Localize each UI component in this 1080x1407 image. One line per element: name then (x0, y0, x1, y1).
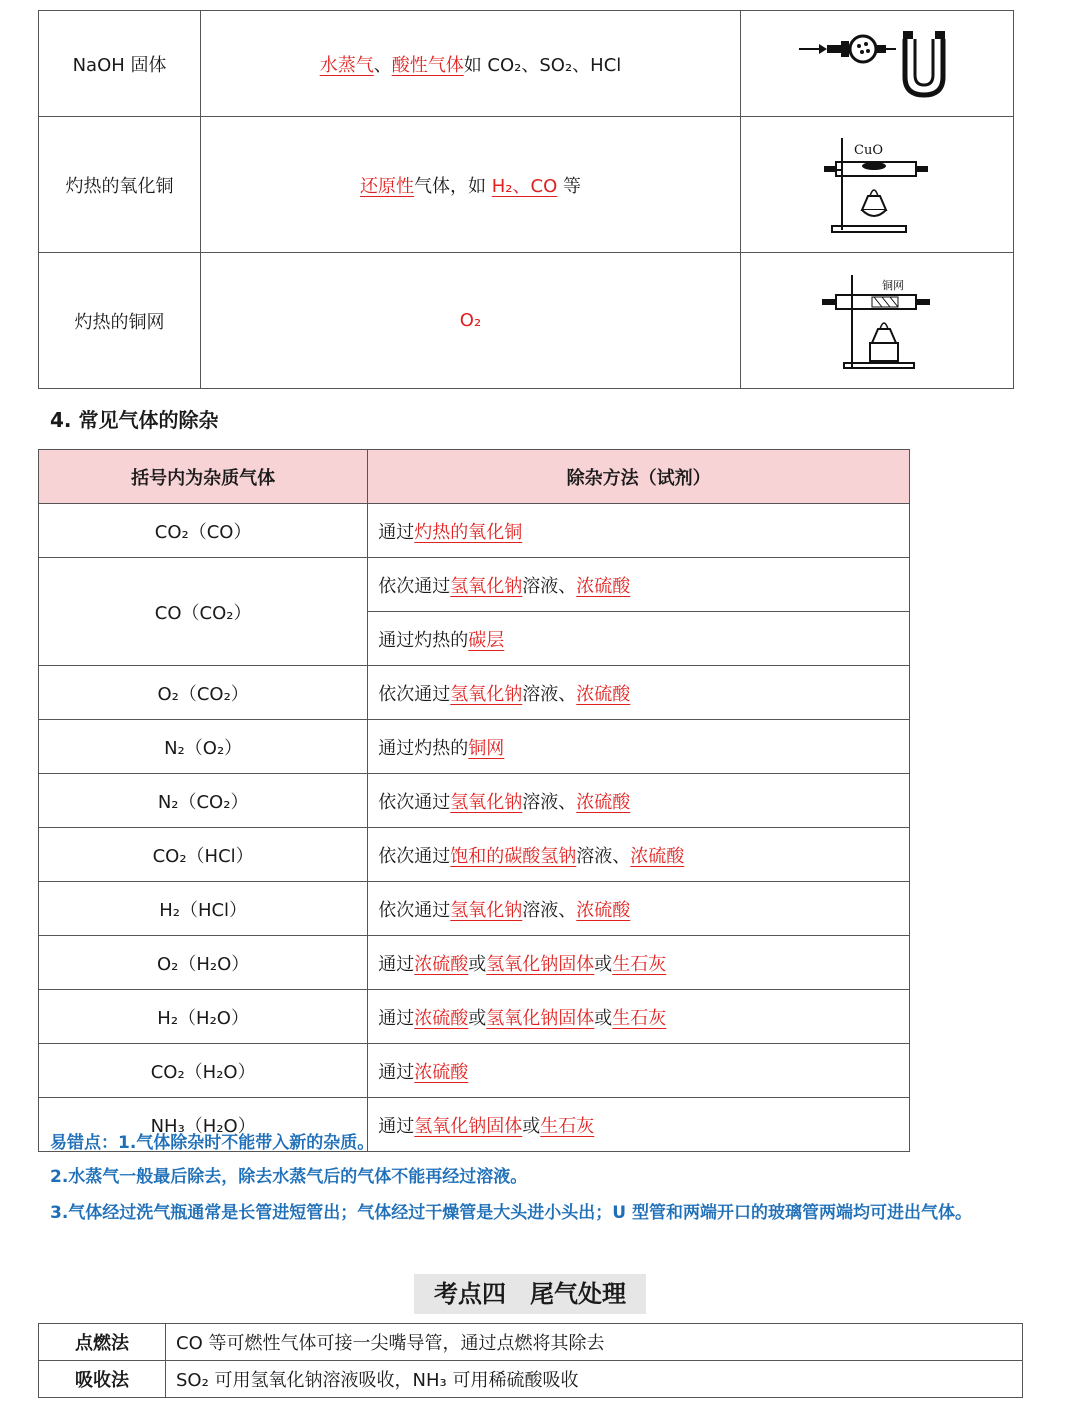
impurity-gas-cell: O₂（H₂O） (39, 936, 368, 990)
reagent-highlight: 浓硫酸 (576, 791, 631, 813)
method-cell: 点燃法 (39, 1324, 166, 1361)
reagent-highlight: 浓硫酸 (414, 953, 469, 975)
method-text: 溶液、 (576, 845, 631, 867)
purification-method-cell (368, 1044, 910, 1098)
reagent-cell: 灼热的氧化铜 (39, 117, 201, 253)
method-text: 通过 (378, 521, 415, 543)
table-body (39, 504, 910, 1152)
purification-method-cell (368, 558, 910, 612)
method-text: 依次通过 (378, 575, 451, 597)
reagent-highlight: 浓硫酸 (630, 845, 685, 867)
impurity-gas-cell: O₂（CO₂） (39, 666, 368, 720)
cuo-label: CuO (853, 142, 883, 158)
note-line: 3.气体经过洗气瓶通常是长管进短管出；气体经过干燥管是大头进小头出；U 型管和两端开口的玻璃管两端均可进出气体。 (50, 1203, 973, 1223)
table-row (39, 720, 910, 774)
method-text: 通过 (378, 953, 415, 975)
heated-copper-mesh-icon (822, 271, 932, 371)
impurity-gas-cell: CO₂（CO） (39, 504, 368, 558)
reagent-highlight: 铜网 (468, 737, 505, 759)
reagent-highlight: 氢氧化钠 (450, 791, 523, 813)
reagent-highlight: 浓硫酸 (576, 683, 631, 705)
copper-mesh-label: 铜网 (881, 278, 904, 292)
method-text: 或 (522, 1115, 541, 1137)
method-text: 依次通过 (378, 899, 451, 921)
reagent-highlight: 生石灰 (540, 1115, 595, 1137)
purification-method-cell (368, 774, 910, 828)
reagent-highlight: 浓硫酸 (414, 1007, 469, 1029)
reagent-highlight: 氢氧化钠固体 (486, 953, 595, 975)
method-text: 或 (594, 953, 613, 975)
column-header: 括号内为杂质气体 (39, 450, 368, 504)
note-line: 2.水蒸气一般最后除去，除去水蒸气后的气体不能再经过溶液。 (50, 1167, 528, 1187)
reagent-highlight: 氢氧化钠 (450, 899, 523, 921)
method-text: 依次通过 (378, 791, 451, 813)
drying-tube-and-u-tube-icon (797, 29, 957, 99)
reagent-cell: 灼热的铜网 (39, 253, 201, 389)
heated-cuo-tube-icon (822, 130, 932, 240)
apparatus-cell (740, 253, 1013, 389)
table-row (39, 666, 910, 720)
purification-method-cell (368, 504, 910, 558)
reagent-highlight: 灼热的氧化铜 (414, 521, 523, 543)
table-row (39, 1361, 1023, 1398)
method-text: 溶液、 (522, 575, 577, 597)
column-header: 除杂方法（试剂） (368, 450, 910, 504)
table-row (39, 558, 910, 612)
method-text: 依次通过 (378, 683, 451, 705)
purification-method-cell (368, 936, 910, 990)
apparatus-cell (740, 117, 1013, 253)
reagent-highlight: 氢氧化钠固体 (414, 1115, 523, 1137)
apparatus-cell (740, 11, 1013, 117)
method-text: 溶液、 (522, 899, 577, 921)
method-text: 通过 (378, 1007, 415, 1029)
desc-cell: SO₂ 可用氢氧化钠溶液吸收，NH₃ 可用稀硫酸吸收 (166, 1361, 1023, 1398)
table-header-row (39, 450, 910, 504)
table-row (39, 504, 910, 558)
table-row (39, 1324, 1023, 1361)
method-text: 溶液、 (522, 683, 577, 705)
method-text: 通过灼热的 (378, 629, 469, 651)
reagent-highlight: 浓硫酸 (576, 899, 631, 921)
method-text: 通过灼热的 (378, 737, 469, 759)
table-row (39, 882, 910, 936)
reagent-highlight: 生石灰 (612, 953, 667, 975)
reagent-cell: NaOH 固体 (39, 11, 201, 117)
reagent-highlight: 生石灰 (612, 1007, 667, 1029)
impurity-gas-cell: CO₂（H₂O） (39, 1044, 368, 1098)
section-title: 4. 常见气体的除杂 (50, 408, 219, 432)
gas-purification-table (38, 449, 910, 1152)
method-text: 或 (594, 1007, 613, 1029)
reagent-highlight: 饱和的碳酸氢钠 (450, 845, 577, 867)
desc-cell: CO 等可燃性气体可接一尖嘴导管，通过点燃将其除去 (166, 1324, 1023, 1361)
reagent-highlight: 氢氧化钠固体 (486, 1007, 595, 1029)
table-row (39, 253, 1014, 389)
reagent-highlight: 碳层 (468, 629, 505, 651)
reagent-highlight: 氢氧化钠 (450, 683, 523, 705)
section-heading: 考点四 尾气处理 (414, 1274, 646, 1314)
drying-reagent-table (38, 10, 1014, 389)
impurity-gas-cell: H₂（H₂O） (39, 990, 368, 1044)
table-row (39, 828, 910, 882)
method-text: 依次通过 (378, 845, 451, 867)
table-row (39, 990, 910, 1044)
impurity-gas-cell: CO（CO₂） (39, 558, 368, 666)
purification-method-cell (368, 1098, 910, 1152)
reagent-highlight: 氢氧化钠 (450, 575, 523, 597)
method-cell: 吸收法 (39, 1361, 166, 1398)
reagent-highlight: 浓硫酸 (576, 575, 631, 597)
purification-method-cell (368, 990, 910, 1044)
impurity-gas-cell: N₂（CO₂） (39, 774, 368, 828)
removes-cell: O₂ (201, 253, 741, 389)
note-line: 易错点：1.气体除杂时不能带入新的杂质。 (50, 1133, 375, 1153)
purification-method-cell (368, 666, 910, 720)
method-text: 通过 (378, 1061, 415, 1083)
removes-cell: 水蒸气、酸性气体如 CO₂、SO₂、HCl (201, 11, 741, 117)
removes-cell: 还原性气体，如 H₂、CO 等 (201, 117, 741, 253)
impurity-gas-cell: N₂（O₂） (39, 720, 368, 774)
table-row (39, 936, 910, 990)
table-row (39, 774, 910, 828)
table-row (39, 1044, 910, 1098)
impurity-gas-cell: H₂（HCl） (39, 882, 368, 936)
method-text: 或 (468, 1007, 487, 1029)
purification-method-cell (368, 720, 910, 774)
tail-gas-table (38, 1323, 1023, 1398)
purification-method-cell (368, 882, 910, 936)
reagent-highlight: 浓硫酸 (414, 1061, 469, 1083)
impurity-gas-cell: CO₂（HCl） (39, 828, 368, 882)
method-text: 或 (468, 953, 487, 975)
purification-method-cell (368, 612, 910, 666)
table-row (39, 117, 1014, 253)
purification-method-cell (368, 828, 910, 882)
method-text: 通过 (378, 1115, 415, 1137)
method-text: 溶液、 (522, 791, 577, 813)
impurity-gas-cell: NH₃（H₂O） (39, 1098, 368, 1152)
table-row (39, 11, 1014, 117)
